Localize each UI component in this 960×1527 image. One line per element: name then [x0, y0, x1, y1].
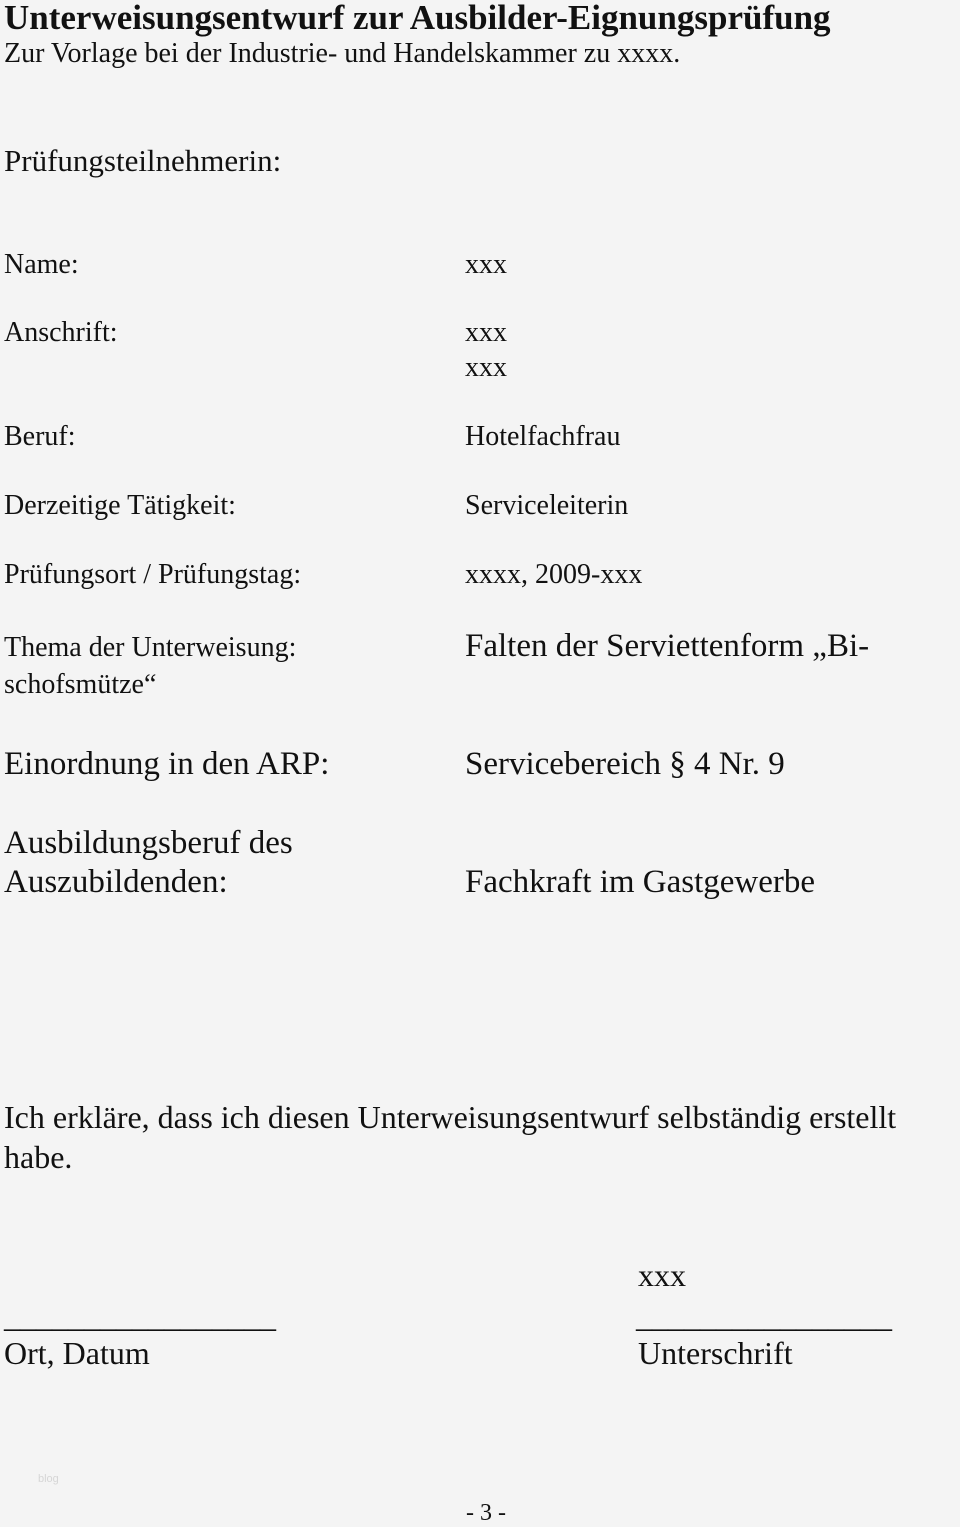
page-number: - 3 - [466, 1500, 506, 1526]
arp-value: Servicebereich § 4 Nr. 9 [465, 746, 785, 782]
name-label: Name: [4, 249, 79, 280]
signature-caption: Unterschrift [638, 1335, 793, 1371]
topic-value: Falten der Serviettenform „Bi- [465, 628, 870, 664]
place-date-caption: Ort, Datum [4, 1335, 150, 1371]
address-value-line2: xxx [465, 352, 507, 383]
profession-label: Beruf: [4, 421, 76, 452]
declaration-line1: Ich erkläre, dass ich diesen Unterweisungsentwurf selbständig erstellt [4, 1099, 897, 1135]
document-subtitle: Zur Vorlage bei der Industrie- und Handelskammer zu xxxx. [4, 38, 681, 69]
signature-name: xxx [638, 1257, 686, 1293]
arp-label: Einordnung in den ARP: [4, 746, 330, 782]
trainee-profession-label-line1: Ausbildungsberuf des [4, 825, 293, 861]
exam-place-date-value: xxxx, 2009-xxx [465, 559, 643, 590]
exam-place-date-label: Prüfungsort / Prüfungstag: [4, 559, 302, 590]
current-activity-value: Serviceleiterin [465, 490, 629, 521]
section-heading: Prüfungsteilnehmerin: [4, 143, 282, 178]
watermark: blog [38, 1473, 59, 1485]
address-value-line1: xxx [465, 317, 507, 348]
topic-value-continuation: schofsmütze“ [4, 669, 157, 700]
address-label: Anschrift: [4, 317, 118, 348]
trainee-profession-value: Fachkraft im Gastgewerbe [465, 864, 816, 900]
trainee-profession-label-line2: Auszubildenden: [4, 864, 228, 900]
place-date-line: _________________ [4, 1298, 276, 1334]
name-value: xxx [465, 249, 507, 280]
signature-line: ________________ [636, 1298, 892, 1334]
current-activity-label: Derzeitige Tätigkeit: [4, 490, 236, 521]
topic-label: Thema der Unterweisung: [4, 632, 297, 663]
document-title: Unterweisungsentwurf zur Ausbilder-Eignungsprüfung [4, 0, 831, 37]
declaration-line2: habe. [4, 1139, 73, 1175]
profession-value: Hotelfachfrau [465, 421, 621, 452]
